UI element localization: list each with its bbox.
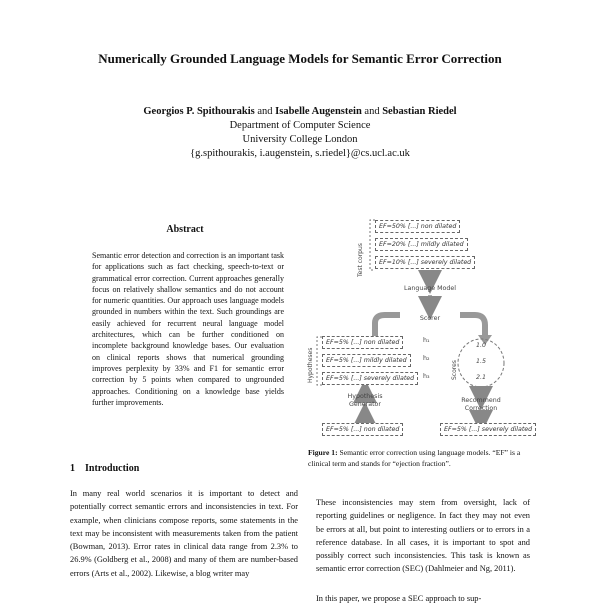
score-value: 1.0: [475, 342, 486, 349]
figure-1: [305, 215, 535, 440]
section-heading: [70, 463, 139, 474]
input-sentence: EF=5% [...] non dilated: [322, 423, 403, 436]
body-paragraph: These inconsistencies may stem from oversight, lack of reporting guidelines or negligence. In fact they may not even be errors at all, but point to interesting outliers or to errors in a reference database. In all cases, it is important to spot and possibly correct such inconsistencies. This task is known as semantic error correction (SEC) (Dahlmeier and Ng, 2011).: [316, 498, 530, 574]
hypothesis-tag: h₂: [423, 355, 430, 362]
abstract-text: Semantic error detection and correction is an important task for applications such as fact checking, speech-to-text or grammatical error correction. Current approaches generally focus on relatively shallow semantics and do not account for numeric quantities. Our approach uses language models grounded in numbers within the text. Such groundings are easily achieved for recurrent neural language model architectures, which can be further conditioned on incomplete background knowledge bases. Our evaluation on clinical reports shows that numerical grounding improves perplexity by 33% and F1 for semantic error correction by 5 points when compared to ungrounded approaches. Conditioning on a knowledge base yields further improvements.: [92, 251, 284, 407]
test-corpus-label: Test corpus: [357, 243, 364, 277]
hypothesis-sentence: EF=5% [...] mildly dilated: [322, 354, 411, 367]
scores-label: Scores: [451, 360, 458, 380]
author-name: Sebastian Riedel: [382, 106, 457, 117]
scorer-label: Scorer: [419, 315, 441, 322]
output-sentence: EF=5% [...] severely dilated: [440, 423, 536, 436]
caption-text: Semantic error correction using language models. “EF” is a clinical term and stands for “ejection fraction”.: [308, 448, 521, 468]
hypothesis-sentence: EF=5% [...] non dilated: [322, 336, 403, 349]
hypothesis-tag: h₁: [423, 337, 430, 344]
score-value: 1.5: [475, 358, 486, 365]
recommend-correction-label: Recommend Correction: [461, 397, 501, 412]
introduction-text: In many real world scenarios it is important to detect and potentially correct semantic errors and inconsistencies in text. For example, when clinicians compose reports, some statements in the text may be inconsistent with measurements taken from the patient (Bowman, 2013). Error rates in clinical data range from 2.3% to 26.9% (Goldberg et al., 2008) and many of them are number-based errors (Arts et al., 2002). Likewise, a blog writer may: [70, 489, 298, 578]
email-line: {g.spithourakis, i.augenstein, s.riedel}@cs.ucl.ac.uk: [190, 148, 410, 159]
author-name: Isabelle Augenstein: [275, 106, 362, 117]
hypothesis-tag: h₃: [423, 373, 430, 380]
author-name: Georgios P. Spithourakis: [143, 106, 255, 117]
language-model-label: Language Model: [404, 285, 456, 292]
hypotheses-label: Hypotheses: [307, 347, 314, 383]
paper-title: Numerically Grounded Language Models for Semantic Error Correction: [98, 51, 502, 66]
corpus-sentence: EF=10% [...] severely dilated: [375, 256, 475, 269]
figure-caption: [308, 447, 530, 469]
university: University College London: [242, 134, 358, 145]
department: Department of Computer Science: [229, 120, 371, 131]
body-paragraph: In this paper, we propose a SEC approach to sup-: [316, 594, 482, 603]
section-number: 1: [70, 463, 75, 474]
caption-label: Figure 1:: [308, 448, 338, 457]
and-word: and: [257, 106, 273, 117]
corpus-sentence: EF=50% [...] non dilated: [375, 220, 460, 233]
score-value: 2.1: [475, 374, 486, 381]
abstract-heading: Abstract: [166, 224, 204, 235]
author-line: [0, 105, 600, 119]
and-word: and: [364, 106, 380, 117]
hypothesis-sentence: EF=5% [...] severely dilated: [322, 372, 418, 385]
section-title: Introduction: [85, 463, 140, 474]
hypothesis-generator-label: Hypothesis Generator: [347, 393, 383, 408]
corpus-sentence: EF=20% [...] mildly dilated: [375, 238, 468, 251]
